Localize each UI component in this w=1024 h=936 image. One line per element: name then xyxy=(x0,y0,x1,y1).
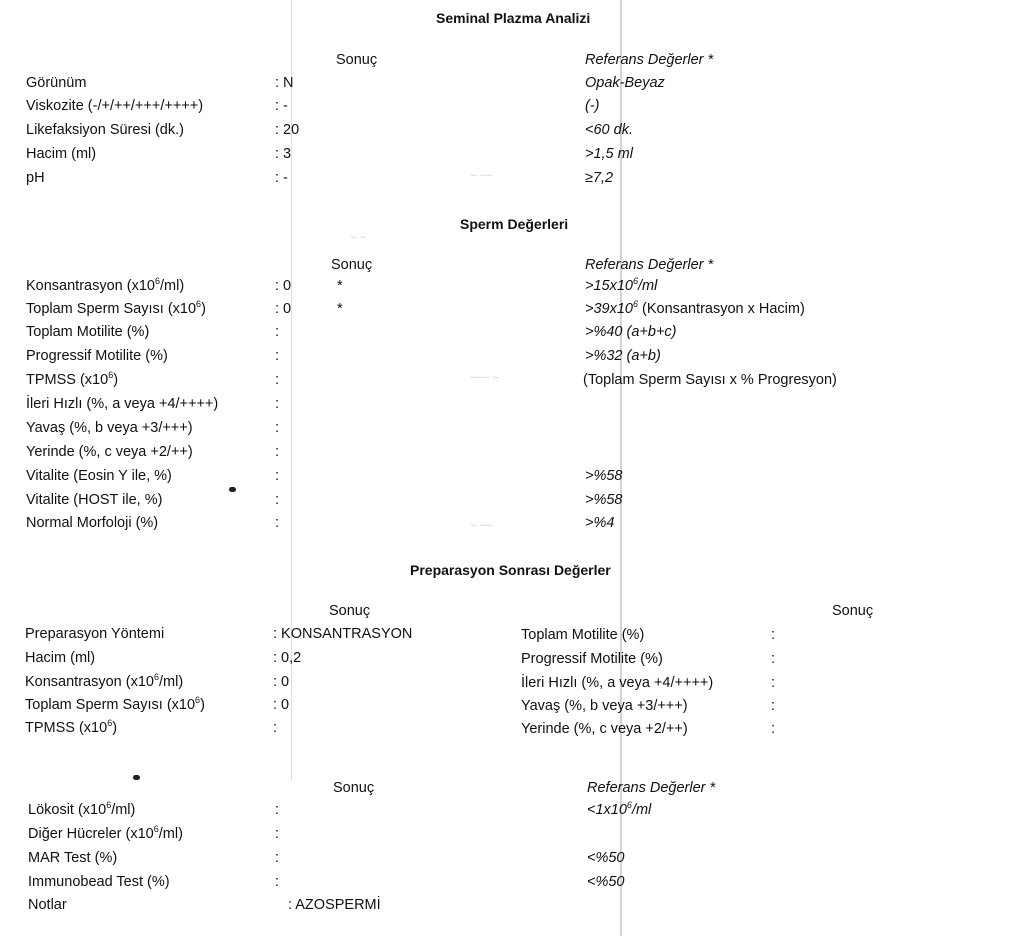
row-label: pH xyxy=(26,170,45,186)
row-reference: >%40 (a+b+c) xyxy=(585,324,677,340)
row-label: Immunobead Test (%) xyxy=(28,874,170,890)
row-value: : xyxy=(771,698,776,714)
row-value: : xyxy=(275,468,280,484)
row-label: Lökosit $(x10^6/ml)$ xyxy=(28,800,136,818)
row-label: TPMSS $(x10^6)$ xyxy=(25,718,118,736)
row-label: Hacim (ml) xyxy=(26,146,97,162)
row-reference: <60 dk. xyxy=(585,122,633,138)
row-value: : xyxy=(275,850,280,866)
row-label: Konsantrasyon $(x10^6/ml)$ xyxy=(26,276,185,294)
row-label: Yavaş (%, b veya +3/+++) xyxy=(521,698,688,714)
row-value: : xyxy=(275,515,280,531)
row-value: : 0 xyxy=(273,674,290,690)
row-value: : KONSANTRASYON xyxy=(273,626,413,642)
row-value: : - xyxy=(275,98,288,114)
ink-dot xyxy=(133,775,140,780)
row-label: Hacim (ml) xyxy=(25,650,96,666)
seminal-reference-header: Referans Değerler * xyxy=(585,52,714,68)
row-label: Progressif Motilite (%) xyxy=(521,651,663,667)
row-value: : 3 xyxy=(275,146,292,162)
row-reference: Opak-Beyaz xyxy=(585,75,665,91)
prep-result-header-right: Sonuç xyxy=(832,603,874,619)
sperm-reference-header: Referans Değerler * xyxy=(585,257,714,273)
ink-dot xyxy=(229,487,236,492)
prep-section-title: Preparasyon Sonrası Değerler xyxy=(410,562,611,578)
other-result-header: Sonuç xyxy=(333,780,375,796)
row-value: : xyxy=(771,651,776,667)
seminal-section-title: Seminal Plazma Analizi xyxy=(436,10,591,26)
row-value: : xyxy=(275,348,280,364)
paper-smudge: ~ ~~ xyxy=(470,520,493,532)
sperm-result-header: Sonuç xyxy=(331,257,373,273)
row-value: : 0,2 xyxy=(273,650,302,666)
row-reference: >%4 xyxy=(585,515,615,531)
row-value: : xyxy=(771,721,776,737)
row-value: : 20 xyxy=(275,122,300,138)
row-label: Yerinde (%, c veya +2/++) xyxy=(26,444,193,460)
row-label: Preparasyon Yöntemi xyxy=(25,626,165,642)
other-reference-header: Referans Değerler * xyxy=(587,780,716,796)
row-value: : xyxy=(275,324,280,340)
row-value: : 0 xyxy=(275,278,292,294)
row-reference: $>15x10^6/ml$ xyxy=(585,276,658,294)
notes-label: Notlar xyxy=(28,897,67,913)
row-reference: <%50 xyxy=(587,850,625,866)
paper-smudge: ~ ~ xyxy=(350,232,366,244)
row-reference: $>39x10^6$ (Konsantrasyon x Hacim) xyxy=(585,299,805,317)
row-label: Toplam Sperm Sayısı $(x10^6)$ xyxy=(25,695,205,713)
row-reference: ≥7,2 xyxy=(585,170,614,186)
row-value: : xyxy=(771,627,776,643)
row-label: Toplam Motilite (%) xyxy=(26,324,150,340)
paper-smudge: ~ ~~ xyxy=(470,170,493,182)
sperm-section-title: Sperm Değerleri xyxy=(460,216,569,232)
row-label: Konsantrasyon $(x10^6/ml)$ xyxy=(25,672,184,690)
row-value: : 0 xyxy=(275,301,292,317)
row-label: Toplam Sperm Sayısı $(x10^6)$ xyxy=(26,299,206,317)
row-label: İleri Hızlı (%, a veya +4/++++) xyxy=(26,396,219,412)
row-label: Diğer Hücreler $(x10^6/ml)$ xyxy=(28,824,183,842)
row-reference: >%32 (a+b) xyxy=(585,348,661,364)
row-flag: * xyxy=(337,301,343,317)
row-reference: >%58 xyxy=(585,492,623,508)
row-label: İleri Hızlı (%, a veya +4/++++) xyxy=(521,675,714,691)
row-value: : xyxy=(275,492,280,508)
row-value: : - xyxy=(275,170,288,186)
row-label: Yerinde (%, c veya +2/++) xyxy=(521,721,688,737)
row-value: : xyxy=(275,396,280,412)
notes-value: : AZOSPERMİ xyxy=(288,897,381,913)
paper-smudge: ~~~ ~ xyxy=(470,372,499,384)
row-value: : xyxy=(275,802,280,818)
row-reference: (-) xyxy=(585,98,600,114)
row-label: Görünüm xyxy=(26,75,87,91)
row-label: Yavaş (%, b veya +3/+++) xyxy=(26,420,193,436)
row-value: : xyxy=(273,720,278,736)
row-value: : xyxy=(771,675,776,691)
row-value: : xyxy=(275,372,280,388)
row-label: Likefaksiyon Süresi (dk.) xyxy=(26,122,184,138)
row-value: : xyxy=(275,826,280,842)
row-value: : xyxy=(275,420,280,436)
row-reference: $<1x10^6/ml$ xyxy=(587,800,652,818)
row-reference: >%58 xyxy=(585,468,623,484)
row-value: : N xyxy=(275,75,294,91)
row-label: MAR Test (%) xyxy=(28,850,118,866)
seminal-result-header: Sonuç xyxy=(336,52,378,68)
row-label: Toplam Motilite (%) xyxy=(521,627,645,643)
row-reference: >1,5 ml xyxy=(585,146,633,162)
row-label: Vitalite (Eosin Y ile, %) xyxy=(26,468,172,484)
row-reference: (Toplam Sperm Sayısı x % Progresyon) xyxy=(583,372,837,388)
row-label: Normal Morfoloji (%) xyxy=(26,515,159,531)
row-label: TPMSS $(x10^6)$ xyxy=(26,370,119,388)
row-flag: * xyxy=(337,278,343,294)
prep-result-header-left: Sonuç xyxy=(329,603,371,619)
row-value: : 0 xyxy=(273,697,290,713)
row-reference: <%50 xyxy=(587,874,625,890)
row-label: Viskozite (-/+/++/+++/++++) xyxy=(26,98,204,114)
row-value: : xyxy=(275,444,280,460)
row-label: Vitalite (HOST ile, %) xyxy=(26,492,163,508)
row-value: : xyxy=(275,874,280,890)
row-label: Progressif Motilite (%) xyxy=(26,348,168,364)
